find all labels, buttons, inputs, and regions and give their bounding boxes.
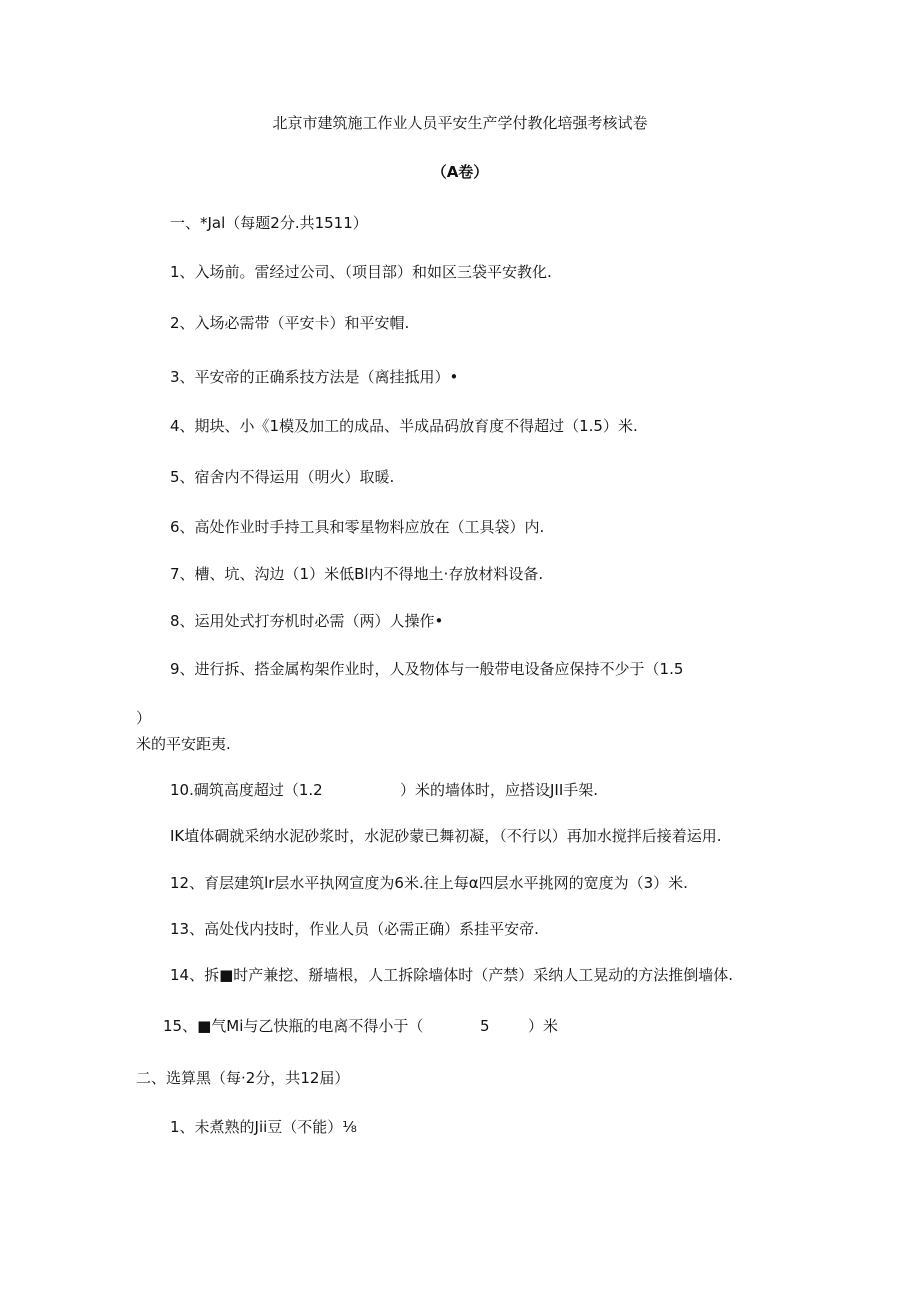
question-6: 6、高处作业时手持工具和零星物料应放在（工具袋）内.: [170, 518, 545, 536]
section2-question-1: 1、未煮熟的Jii豆（不能）⅛: [170, 1118, 357, 1136]
question-9-paren: ）: [136, 709, 152, 727]
document-subtitle: （A卷）: [431, 163, 489, 181]
question-1: 1、入场前。雷经过公司、（项目部）和如区三袋平安教化.: [170, 263, 552, 281]
question-2: 2、入场必需带（平安卡）和平安帽.: [170, 314, 410, 332]
question-15-answer: 5: [480, 1017, 490, 1035]
section2-heading: 二、选算黑（每·2分，共12届）: [136, 1069, 350, 1087]
section1-heading: 一、*Jal（每题2分.共1511）: [170, 214, 368, 232]
question-4: 4、期块、小《1模及加工的成品、半成品码放育度不得超过（1.5）米.: [170, 417, 638, 435]
question-9: 9、进行拆、搭金属构架作业时，人及物体与一般带电设备应保持不少于（1.5: [170, 660, 684, 678]
question-8: 8、运用处式打夯机时必需（两）人操作•: [170, 612, 444, 630]
question-13: 13、高处伐内技时，作业人员（必需正确）系挂平安帝.: [170, 920, 539, 938]
question-7: 7、槽、坑、沟边（1）米低Bl内不得地土·存放材料设备.: [170, 565, 544, 583]
question-3: 3、平安帝的正确系技方法是（离挂抵用）•: [170, 368, 459, 386]
question-12: 12、育层建筑lr层水平执网宣度为6米.往上每α四层水平挑网的宽度为（3）米.: [170, 874, 688, 892]
question-5: 5、宿舍内不得运用（明火）取暖.: [170, 468, 395, 486]
question-10-part1: 10.碉筑高度超过（1.2: [170, 781, 323, 799]
question-15-part1: 15、■气Mi与乙快瓶的电离不得小于（: [163, 1017, 424, 1035]
question-10-part2: ）米的墙体时，应搭设JII手架.: [400, 781, 599, 799]
question-9-continued: 米的平安距夷.: [136, 735, 231, 753]
question-14: 14、拆■时产兼挖、掰墙根，人工拆除墙体时（产禁）采纳人工晃动的方法推倒墙体.: [170, 966, 734, 984]
question-15-part2: ）米: [528, 1017, 559, 1035]
question-11: IK埴体碉就采纳水泥砂浆时，水泥砂蒙已舞初凝，（不行以）再加水搅拌后接着运用.: [170, 827, 722, 845]
document-title: 北京市建筑施工作业人员平安生产学付教化培强考核试卷: [272, 114, 648, 132]
